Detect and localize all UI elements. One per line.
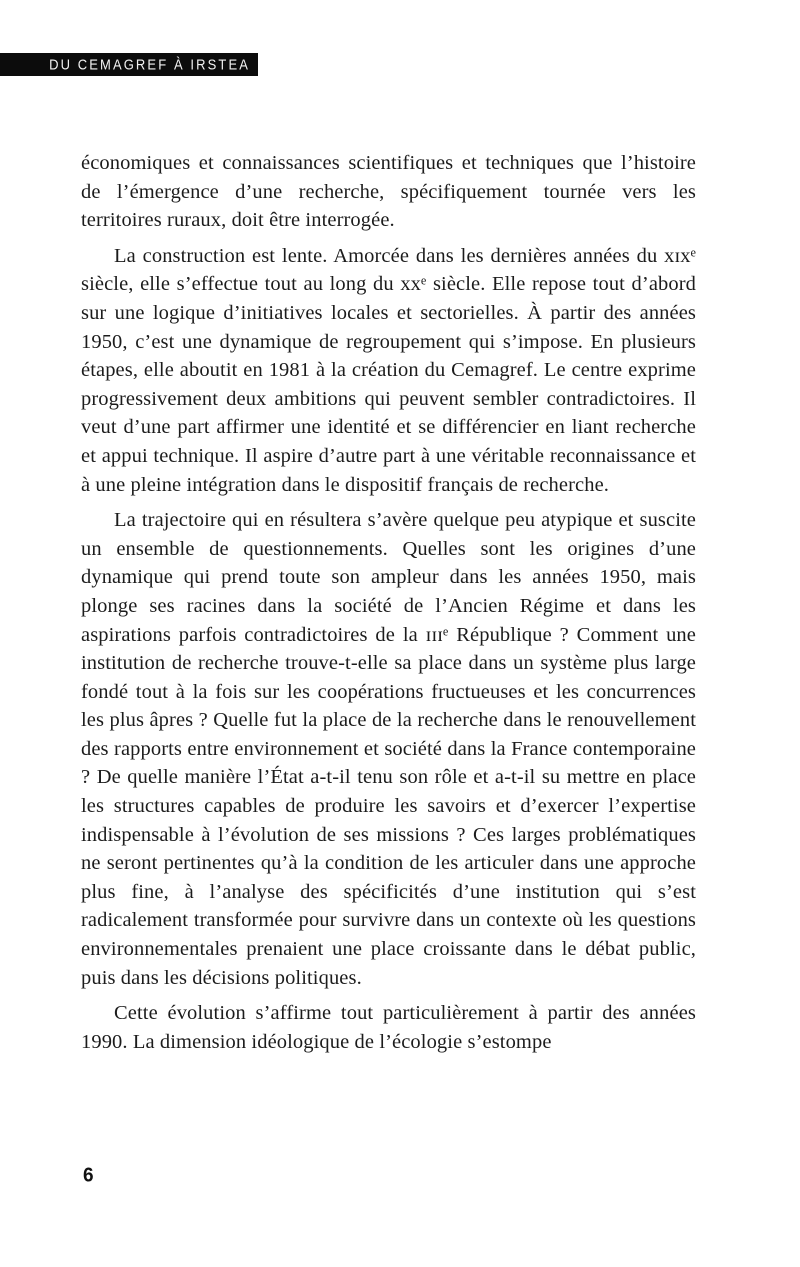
paragraph-1: économiques et connaissances scientifiques et techniques que l’histoire de l’émergence d’une recherche, spécifiquement tournée vers les territoires ruraux, doit être interrogée. [81,152,696,232]
chapter-banner-label: DU CEMAGREF À IRSTEA [49,56,250,73]
page-number: 6 [83,1164,94,1187]
paragraph-2: La construction est lente. Amorcée dans les dernières années du xɪxᵉ siècle, elle s’effectue tout au long du xxᵉ siècle. Elle repose tout d’abord sur une logique d’initiatives locales et sectorielles. À partir des années 1950, c’est une dynamique de regroupement qui s’impose. En plusieurs étapes, elle aboutit en 1981 à la création du Cemagref. Le centre exprime progressivement deux ambitions qui peuvent sembler contradictoires. Il veut d’une part affirmer une identité et se différencier en liant recherche et appui technique. Il aspire d’autre part à une véritable reconnaissance et à une pleine intégration dans le dispositif français de recherche. [81,244,696,496]
body-text [81,149,696,1063]
paragraph-4: Cette évolution s’affirme tout particulièrement à partir des années 1990. La dimension idéologique de l’écologie s’estompe [81,1002,696,1053]
chapter-banner [0,53,258,76]
paragraph-3: La trajectoire qui en résultera s’avère quelque peu atypique et suscite un ensemble de questionnements. Quelles sont les origines d’une dynamique qui prend toute son ampleur dans les années 1950, mais plonge ses racines dans la société de l’Ancien Régime et dans les aspirations parfois contradictoires de la ɪɪɪᵉ République ? Comment une institution de recherche trouve-t-elle sa place dans un système plus large fondé tout à la fois sur les coopérations fructueuses et les concurrences les plus âpres ? Quelle fut la place de la recherche dans le renouvellement des rapports entre environnement et société dans la France contemporaine ? De quelle manière l’État a-t-il tenu son rôle et a-t-il su mettre en place les structures capables de produire les savoirs et d’exercer l’expertise indispensable à l’évolution de ses missions ? Ces larges problématiques ne seront pertinentes qu’à la condition de les articuler dans une approche plus fine, à l’analyse des spécificités d’une institution qui s’est radicalement transformée pour survivre dans un contexte où les questions environnementales prenaient une place croissante dans le débat public, puis dans les décisions politiques. [81,509,696,989]
